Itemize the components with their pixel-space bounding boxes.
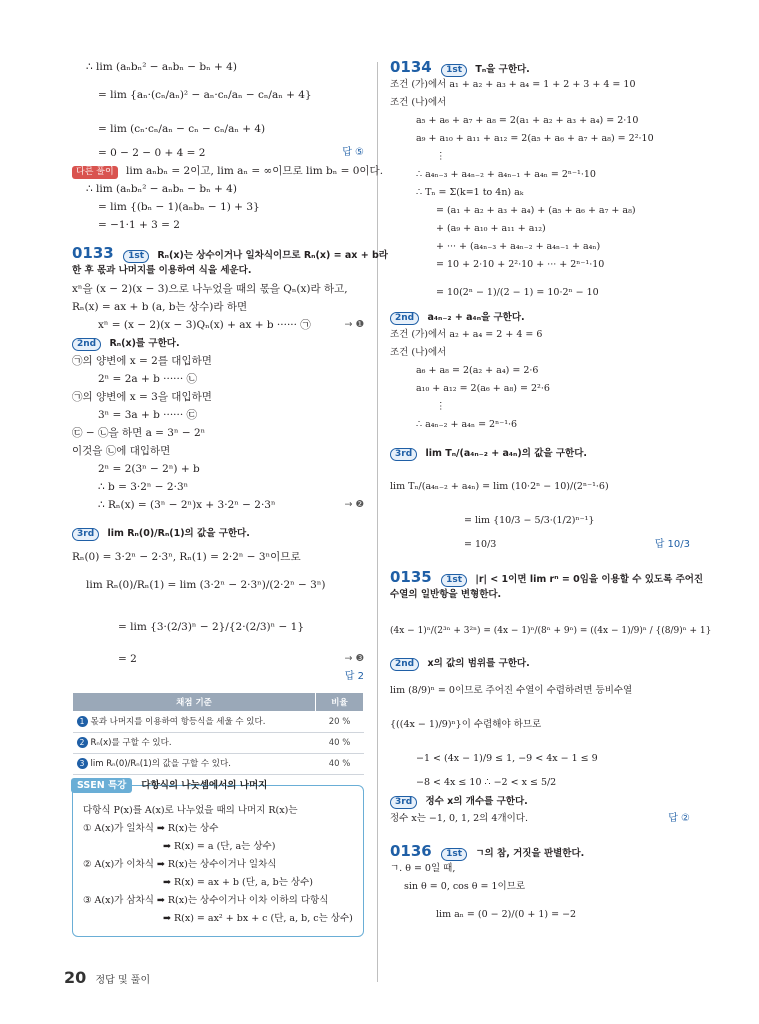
step-tag: 1st bbox=[441, 64, 467, 77]
rubric-mark: → ❷ bbox=[344, 499, 364, 510]
criteria-number-badge: 1 bbox=[77, 716, 88, 727]
text-line: ∴ a₄ₙ₋₂ + a₄ₙ = 2ⁿ⁻¹·6 bbox=[416, 419, 518, 430]
step-title: 정수 x의 개수를 구한다. bbox=[425, 796, 528, 807]
step-header bbox=[72, 336, 364, 354]
question-header bbox=[72, 244, 388, 264]
text-line: ➡ R(x) = ax² + bx + c (단, a, b, c는 상수) bbox=[163, 913, 353, 924]
step-title: Tₙ을 구한다. bbox=[475, 64, 530, 75]
criteria-number-badge: 3 bbox=[77, 758, 88, 769]
text-line: 다항식 P(x)를 A(x)로 나누었을 때의 나머지 R(x)는 bbox=[83, 805, 298, 816]
question-number: 0133 bbox=[72, 244, 114, 262]
left-column bbox=[72, 60, 388, 937]
solution-0135 bbox=[390, 568, 712, 830]
text-line: ∴ Tₙ = Σ(k=1 to 4n) aₖ bbox=[416, 187, 524, 198]
step-title: |r| < 1이면 lim rⁿ = 0임을 이용할 수 있도록 주어진 bbox=[475, 574, 704, 585]
equation-result: = 0 − 2 − 0 + 4 = 2 bbox=[98, 147, 206, 159]
criteria-item bbox=[73, 754, 316, 775]
equation: = 10/3 bbox=[464, 539, 497, 550]
step-title-cont: 한 후 몫과 나머지를 이용하여 식을 세운다. bbox=[72, 265, 252, 276]
text-line: = lim {10/3 − 5/3·(1/2)ⁿ⁻¹} bbox=[464, 515, 595, 526]
text-line: −8 < 4x ≤ 10 ∴ −2 < x ≤ 5/2 bbox=[416, 777, 557, 788]
step-tag: 3rd bbox=[390, 448, 417, 461]
step-header bbox=[390, 794, 690, 812]
table-row bbox=[73, 712, 364, 733]
step-tag: 2nd bbox=[72, 338, 101, 351]
text-line: = 10 + 2·10 + 2²·10 + ··· + 2ⁿ⁻¹·10 bbox=[436, 259, 605, 270]
ssen-heading: 다항식의 나눗셈에서의 나머지 bbox=[141, 780, 268, 791]
alt-solution-tag: 다른 풀이 bbox=[72, 166, 118, 179]
text-line: (4x − 1)ⁿ/(2³ⁿ + 3²ⁿ) = (4x − 1)ⁿ/(8ⁿ + 9ⁿ) = ((4x − 1)/9)ⁿ / {(8/9)ⁿ + 1} bbox=[390, 626, 712, 636]
answer-line bbox=[72, 670, 364, 688]
step-title: a₄ₙ₋₂ + a₄ₙ을 구한다. bbox=[427, 312, 525, 323]
text-line: + (a₉ + a₁₀ + a₁₁ + a₁₂) bbox=[436, 223, 546, 234]
text-line: Rₙ(x) = ax + b (a, b는 상수)라 하면 bbox=[72, 301, 248, 313]
text-line: ⋮ bbox=[436, 151, 446, 162]
text-line: 2ⁿ = 2a + b ······ ㉡ bbox=[98, 373, 198, 385]
right-column bbox=[390, 58, 712, 932]
step-tag: 1st bbox=[441, 574, 467, 587]
equation-line: ∴ lim (aₙbₙ² − aₙbₙ − bₙ + 4) bbox=[86, 61, 237, 73]
text-line: {((4x − 1)/9)ⁿ}이 수렴해야 하므로 bbox=[390, 719, 542, 730]
step-title: x의 값의 범위를 구한다. bbox=[427, 658, 530, 669]
criteria-text: 몫과 나머지를 이용하여 항등식을 세울 수 있다. bbox=[90, 717, 266, 727]
scoring-criteria-table bbox=[72, 692, 364, 775]
answer-badge: 답 10/3 bbox=[654, 539, 690, 550]
footer-label: 정답 및 풀이 bbox=[95, 975, 151, 986]
text-line bbox=[72, 652, 364, 670]
text-line: ㉠의 양변에 x = 2를 대입하면 bbox=[72, 355, 212, 367]
step-tag: 3rd bbox=[390, 796, 417, 809]
text-line: 조건 (가)에서 a₁ + a₂ + a₃ + a₄ = 1 + 2 + 3 + 4 = 10 bbox=[390, 79, 636, 90]
text-line: ㄱ. θ = 0일 때, bbox=[390, 863, 456, 874]
step-title: lim Rₙ(0)/Rₙ(1)의 값을 구한다. bbox=[107, 528, 250, 539]
equation-line: = lim {aₙ·(cₙ/aₙ)² − aₙ·cₙ/aₙ − cₙ/aₙ + 4} bbox=[98, 89, 312, 101]
text-line: lim Rₙ(0)/Rₙ(1) = lim (3·2ⁿ − 2·3ⁿ)/(2·2ⁿ − 3ⁿ) bbox=[86, 579, 326, 591]
criteria-pct: 20 % bbox=[316, 712, 364, 733]
answer-badge: 답 ⑤ bbox=[342, 147, 364, 158]
step-title-cont: 수열의 일반항을 변형한다. bbox=[390, 589, 502, 600]
text-line bbox=[390, 812, 690, 830]
table-row bbox=[73, 733, 364, 754]
answer-badge: 답 2 bbox=[344, 671, 364, 682]
question-header bbox=[390, 568, 704, 588]
equation-line: ∴ lim (aₙbₙ² − aₙbₙ − bₙ + 4) bbox=[86, 183, 237, 195]
solution-0133 bbox=[72, 244, 388, 688]
step-header bbox=[390, 436, 690, 470]
equation-line: = lim (cₙ·cₙ/aₙ − cₙ − cₙ/aₙ + 4) bbox=[98, 123, 266, 135]
text-line: ① A(x)가 일차식 ➡ R(x)는 상수 bbox=[83, 823, 219, 834]
text-line: ㉢ − ㉡을 하면 a = 3ⁿ − 2ⁿ bbox=[72, 427, 206, 439]
step-header bbox=[390, 310, 690, 328]
text-line: = 10(2ⁿ − 1)/(2 − 1) = 10·2ⁿ − 10 bbox=[436, 287, 599, 298]
ssen-title bbox=[71, 777, 267, 791]
solution-0134 bbox=[390, 60, 690, 556]
ssen-tip-box bbox=[72, 780, 364, 937]
text-line: Rₙ(0) = 3·2ⁿ − 2·3ⁿ, Rₙ(1) = 2·2ⁿ − 3ⁿ이므로 bbox=[72, 551, 301, 563]
question-header bbox=[390, 844, 690, 862]
equation-line: = −1·1 + 3 = 2 bbox=[98, 219, 180, 231]
step-tag: 2nd bbox=[390, 312, 419, 325]
answer-badge: 답 ② bbox=[668, 813, 690, 824]
text-line: ⋮ bbox=[436, 401, 446, 412]
text-line bbox=[390, 538, 690, 556]
text-line bbox=[72, 498, 364, 516]
criteria-pct: 40 % bbox=[316, 754, 364, 775]
table-row bbox=[73, 754, 364, 775]
question-number: 0134 bbox=[390, 58, 432, 76]
alt-solution-text: lim aₙbₙ = 2이고, lim aₙ = ∞이므로 lim bₙ = 0이다. bbox=[125, 165, 384, 177]
alt-solution-line bbox=[72, 164, 384, 182]
equation-line: = lim {(bₙ − 1)(aₙbₙ − 1) + 3} bbox=[98, 201, 260, 213]
page-footer bbox=[64, 968, 150, 987]
step-title: lim Tₙ/(a₄ₙ₋₂ + a₄ₙ)의 값을 구한다. bbox=[425, 448, 588, 459]
text-line: ③ A(x)가 삼차식 ➡ R(x)는 상수이거나 이차 이하의 다항식 bbox=[83, 895, 329, 906]
step-tag: 1st bbox=[441, 848, 467, 861]
page-number: 20 bbox=[64, 968, 87, 987]
text-line: = (a₁ + a₂ + a₃ + a₄) + (a₅ + a₆ + a₇ + a₈) bbox=[436, 205, 636, 216]
text-line: lim Tₙ/(a₄ₙ₋₂ + a₄ₙ) = lim (10·2ⁿ − 10)/(2ⁿ⁻¹·6) bbox=[390, 481, 609, 492]
criteria-text: lim Rₙ(0)/Rₙ(1)의 값을 구할 수 있다. bbox=[90, 759, 231, 769]
step-tag: 3rd bbox=[72, 528, 99, 541]
column-divider bbox=[377, 62, 378, 982]
criteria-header-pct: 비율 bbox=[316, 693, 364, 712]
rubric-mark: → ❸ bbox=[344, 653, 364, 664]
text-line: 이것을 ㉡에 대입하면 bbox=[72, 445, 171, 457]
equation: ∴ Rₙ(x) = (3ⁿ − 2ⁿ)x + 3·2ⁿ − 2·3ⁿ bbox=[98, 499, 276, 511]
text-line: a₆ + a₈ = 2(a₂ + a₄) = 2·6 bbox=[416, 365, 539, 376]
text-line: a₅ + a₆ + a₇ + a₈ = 2(a₁ + a₂ + a₃ + a₄) = 2·10 bbox=[416, 115, 639, 126]
text-line: 조건 (가)에서 a₂ + a₄ = 2 + 4 = 6 bbox=[390, 329, 543, 340]
equation-line bbox=[72, 146, 364, 164]
text-line: xⁿ을 (x − 2)(x − 3)으로 나누었을 때의 몫을 Qₙ(x)라 하고, bbox=[72, 283, 348, 295]
question-number: 0135 bbox=[390, 568, 432, 586]
question-header bbox=[390, 60, 690, 78]
step-tag: 1st bbox=[123, 250, 149, 263]
rubric-mark: → ❶ bbox=[344, 319, 364, 330]
text-line: −1 < (4x − 1)/9 ≤ 1, −9 < 4x − 1 ≤ 9 bbox=[416, 753, 598, 764]
text-line: ➡ R(x) = ax + b (단, a, b는 상수) bbox=[163, 877, 313, 888]
text-line: ∴ a₄ₙ₋₃ + a₄ₙ₋₂ + a₄ₙ₋₁ + a₄ₙ = 2ⁿ⁻¹·10 bbox=[416, 169, 596, 180]
question-number: 0136 bbox=[390, 842, 432, 860]
step-title: Rₙ(x)는 상수이거나 일차식이므로 Rₙ(x) = ax + b라 bbox=[157, 250, 388, 261]
solution-0136 bbox=[390, 844, 690, 932]
solution-0132-tail bbox=[72, 60, 384, 236]
ssen-label: SSEN 특강 bbox=[71, 778, 132, 793]
criteria-item bbox=[73, 733, 316, 754]
text-line: lim (8/9)ⁿ = 0이므로 주어진 수열이 수렴하려면 등비수열 bbox=[390, 685, 633, 696]
equation: xⁿ = (x − 2)(x − 3)Qₙ(x) + ax + b ······ ㉠ bbox=[98, 319, 311, 331]
text-line: 2ⁿ = 2(3ⁿ − 2ⁿ) + b bbox=[98, 463, 200, 475]
step-header bbox=[72, 516, 364, 550]
criteria-text: Rₙ(x)를 구할 수 있다. bbox=[90, 738, 172, 748]
criteria-header-item: 채점 기준 bbox=[73, 693, 316, 712]
criteria-number-badge: 2 bbox=[77, 737, 88, 748]
text-line: ➡ R(x) = a (단, a는 상수) bbox=[163, 841, 276, 852]
text-line: 조건 (나)에서 bbox=[390, 347, 447, 358]
text-line: ∴ b = 3·2ⁿ − 2·3ⁿ bbox=[98, 481, 189, 493]
equation: 정수 x는 −1, 0, 1, 2의 4개이다. bbox=[390, 813, 528, 824]
step-tag: 2nd bbox=[390, 658, 419, 671]
equation: = 2 bbox=[118, 653, 137, 665]
text-line: 3ⁿ = 3a + b ······ ㉢ bbox=[98, 409, 198, 421]
text-line: ㉠의 양변에 x = 3을 대입하면 bbox=[72, 391, 212, 403]
text-line: ② A(x)가 이차식 ➡ R(x)는 상수이거나 일차식 bbox=[83, 859, 277, 870]
step-title: ㄱ의 참, 거짓을 판별한다. bbox=[475, 848, 585, 859]
text-line: sin θ = 0, cos θ = 1이므로 bbox=[404, 881, 526, 892]
criteria-pct: 40 % bbox=[316, 733, 364, 754]
text-line: + ··· + (a₄ₙ₋₃ + a₄ₙ₋₂ + a₄ₙ₋₁ + a₄ₙ) bbox=[436, 241, 601, 252]
criteria-item bbox=[73, 712, 316, 733]
text-line: = lim {3·(2/3)ⁿ − 2}/{2·(2/3)ⁿ − 1} bbox=[118, 621, 305, 633]
text-line: 조건 (나)에서 bbox=[390, 97, 447, 108]
step-title: Rₙ(x)를 구한다. bbox=[109, 338, 180, 349]
text-line: lim aₙ = (0 − 2)/(0 + 1) = −2 bbox=[436, 909, 577, 920]
step-header bbox=[390, 656, 690, 674]
text-line: a₉ + a₁₀ + a₁₁ + a₁₂ = 2(a₅ + a₆ + a₇ + a₈) = 2²·10 bbox=[416, 133, 654, 144]
text-line: a₁₀ + a₁₂ = 2(a₆ + a₈) = 2²·6 bbox=[416, 383, 550, 394]
text-line bbox=[72, 318, 364, 336]
